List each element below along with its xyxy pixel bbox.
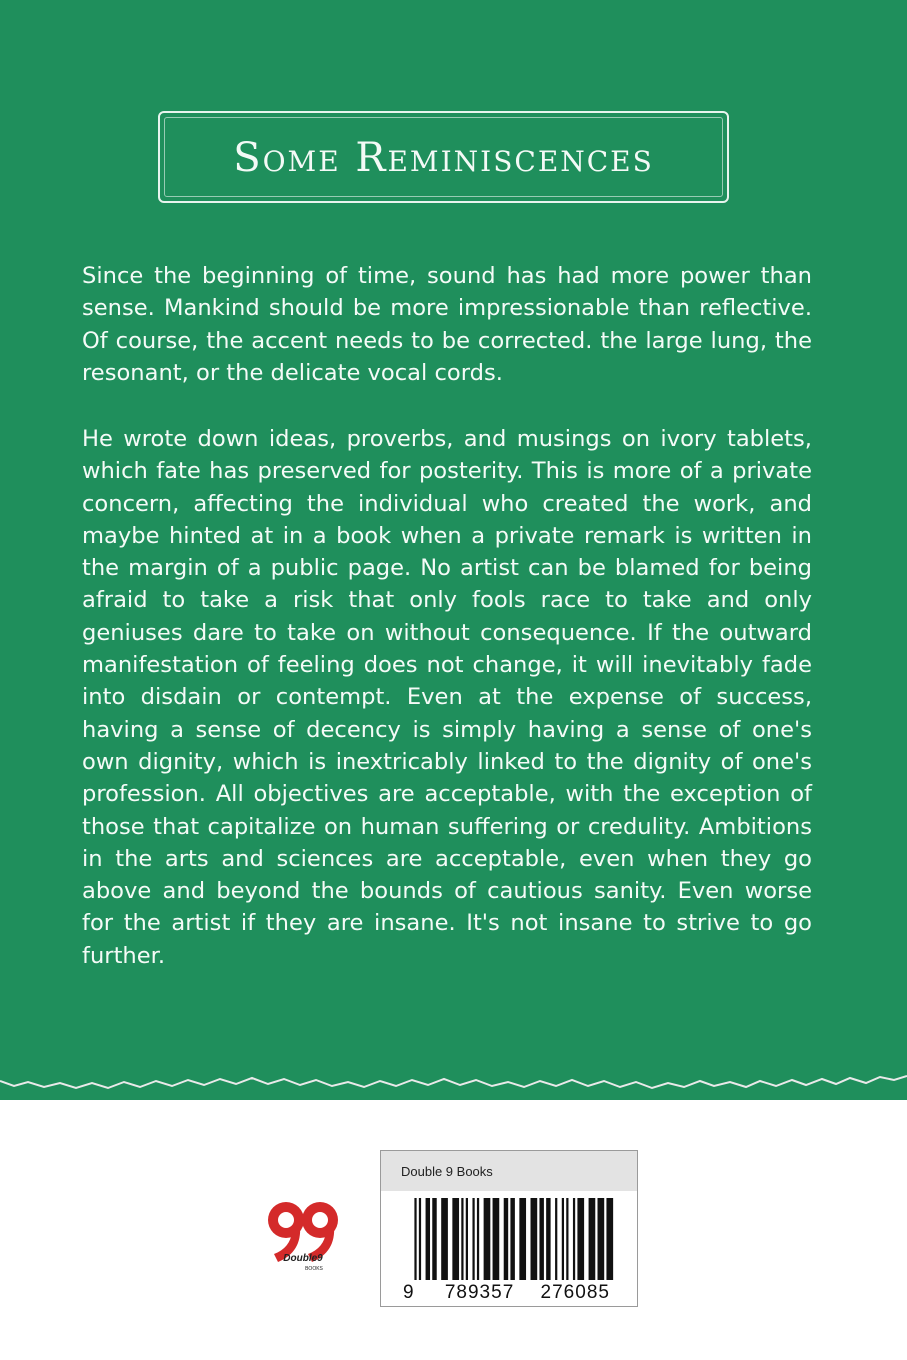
title-frame	[158, 111, 729, 203]
barcode-bar	[531, 1198, 538, 1280]
double9-logo-icon	[262, 1192, 344, 1274]
isbn-group-1: 789357	[444, 1282, 515, 1303]
publisher-name: Double 9 Books	[401, 1164, 493, 1179]
barcode-bar	[484, 1198, 491, 1280]
blurb-paragraph-2: He wrote down ideas, proverbs, and musings on ivory tablets, which fate has preserved for posterity. This is more of a private concern, affecting the individual who created the work, and maybe hinted at in a book when a private remark is written in the margin of a public page. No artist can be blamed for being afraid to take a risk that only fools race to take and only geniuses dare to take on without consequence. If the outward manifestation of feeling does not change, it will inevitably fade into disdain or contempt. Even at the expense of success, having a sense of decency is simply having a sense of one's own dignity, which is inextricably linked to the dignity of one's profession. All objectives are acceptable, with the exception of those that capitalize on human suffering or credulity. Ambitions in the arts and sciences are acceptable, even when they go above and beyond the bounds of cautious sanity. Even worse for the artist if they are insane. It's not insane to strive to go further.	[82, 426, 812, 969]
barcode-bar	[573, 1198, 575, 1280]
torn-paper-edge	[0, 1050, 907, 1140]
barcode-bar	[539, 1198, 543, 1280]
barcode-bar	[577, 1198, 584, 1280]
barcode-bar	[566, 1198, 568, 1280]
barcode-bar	[452, 1198, 459, 1280]
barcode-bar	[432, 1198, 436, 1280]
logo-sub: BOOKS	[305, 1266, 323, 1272]
barcode-bar	[519, 1198, 526, 1280]
barcode-bar	[562, 1198, 564, 1280]
barcode-bar	[510, 1198, 514, 1280]
barcode-bar	[546, 1198, 550, 1280]
logo-wordmark: Double9	[283, 1253, 323, 1264]
barcode-bar	[466, 1198, 468, 1280]
barcode-bar	[441, 1198, 448, 1280]
barcode-bar	[414, 1198, 416, 1280]
book-title: Some Reminiscences	[233, 135, 654, 181]
isbn-lead: 9	[403, 1282, 415, 1303]
barcode-bar	[606, 1198, 613, 1280]
barcode-bar	[477, 1198, 479, 1280]
barcode-bar	[426, 1198, 430, 1280]
barcode-bar	[472, 1198, 474, 1280]
isbn-barcode	[401, 1198, 631, 1280]
barcode-bar	[493, 1198, 500, 1280]
barcode-panel	[380, 1150, 638, 1307]
isbn-group-2: 276085	[540, 1282, 610, 1303]
barcode-bar	[589, 1198, 596, 1280]
isbn-digits	[403, 1282, 623, 1304]
barcode-bar	[461, 1198, 463, 1280]
barcode-bar	[504, 1198, 508, 1280]
barcode-bar	[419, 1198, 421, 1280]
publisher-band	[381, 1151, 637, 1191]
barcode-bar	[598, 1198, 605, 1280]
blurb-paragraph-1: Since the beginning of time, sound has had more power than sense. Mankind should be more impressionable than reflective. Of course, the accent needs to be corrected. the large lung, the resonant, or the delicate vocal cords.	[82, 263, 812, 386]
barcode-bar	[555, 1198, 557, 1280]
